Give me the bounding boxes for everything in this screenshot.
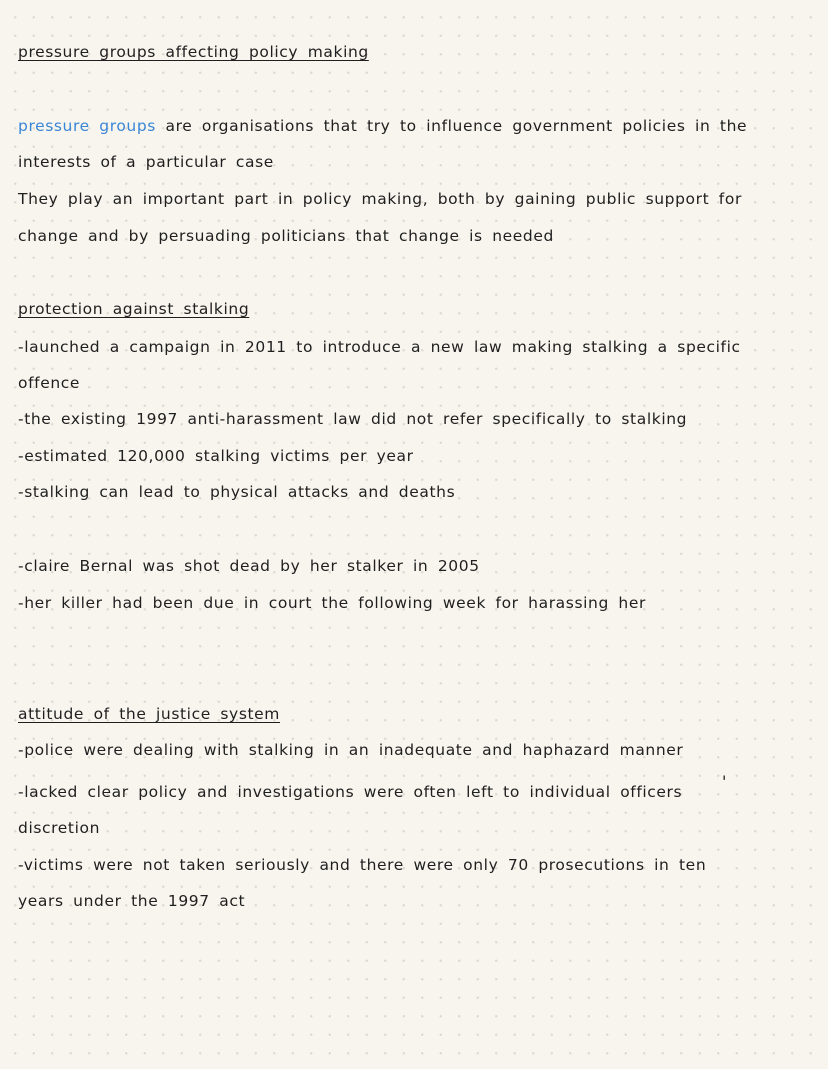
list-item: -claire Bernal was shot dead by her stalker in 2005 (18, 557, 480, 575)
list-item: -victims were not taken seriously and there were only 70 prosecutions in ten (18, 856, 707, 874)
intro-line-1 (18, 116, 747, 136)
section-heading-protection: protection against stalking (18, 300, 250, 318)
apostrophe-mark: ' (722, 772, 727, 791)
section-heading-attitude: attitude of the justice system (18, 705, 281, 723)
intro-line-2: interests of a particular case (18, 153, 274, 171)
page-title: pressure groups affecting policy making (18, 43, 369, 61)
intro-line-3: They play an important part in policy making, both by gaining public support for (18, 190, 742, 208)
list-item: offence (18, 374, 81, 392)
list-item: -launched a campaign in 2011 to introduce a new law making stalking a specific (18, 338, 741, 356)
list-item: years under the 1997 act (18, 892, 246, 910)
list-item: discretion (18, 819, 101, 837)
highlighted-term: pressure groups (18, 117, 156, 135)
intro-line-4: change and by persuading politicians that change is needed (18, 227, 554, 245)
list-item: -estimated 120,000 stalking victims per year (18, 447, 414, 465)
list-item: -the existing 1997 anti-harassment law did not refer specifically to stalking (18, 410, 688, 428)
list-item: -stalking can lead to physical attacks and deaths (18, 483, 456, 501)
intro-line-1-rest: are organisations that try to influence government policies in the (165, 117, 748, 135)
list-item: -lacked clear policy and investigations were often left to individual officers (18, 783, 683, 801)
list-item: -her killer had been due in court the following week for harassing her (18, 594, 646, 612)
list-item: -police were dealing with stalking in an inadequate and haphazard manner (18, 741, 684, 759)
